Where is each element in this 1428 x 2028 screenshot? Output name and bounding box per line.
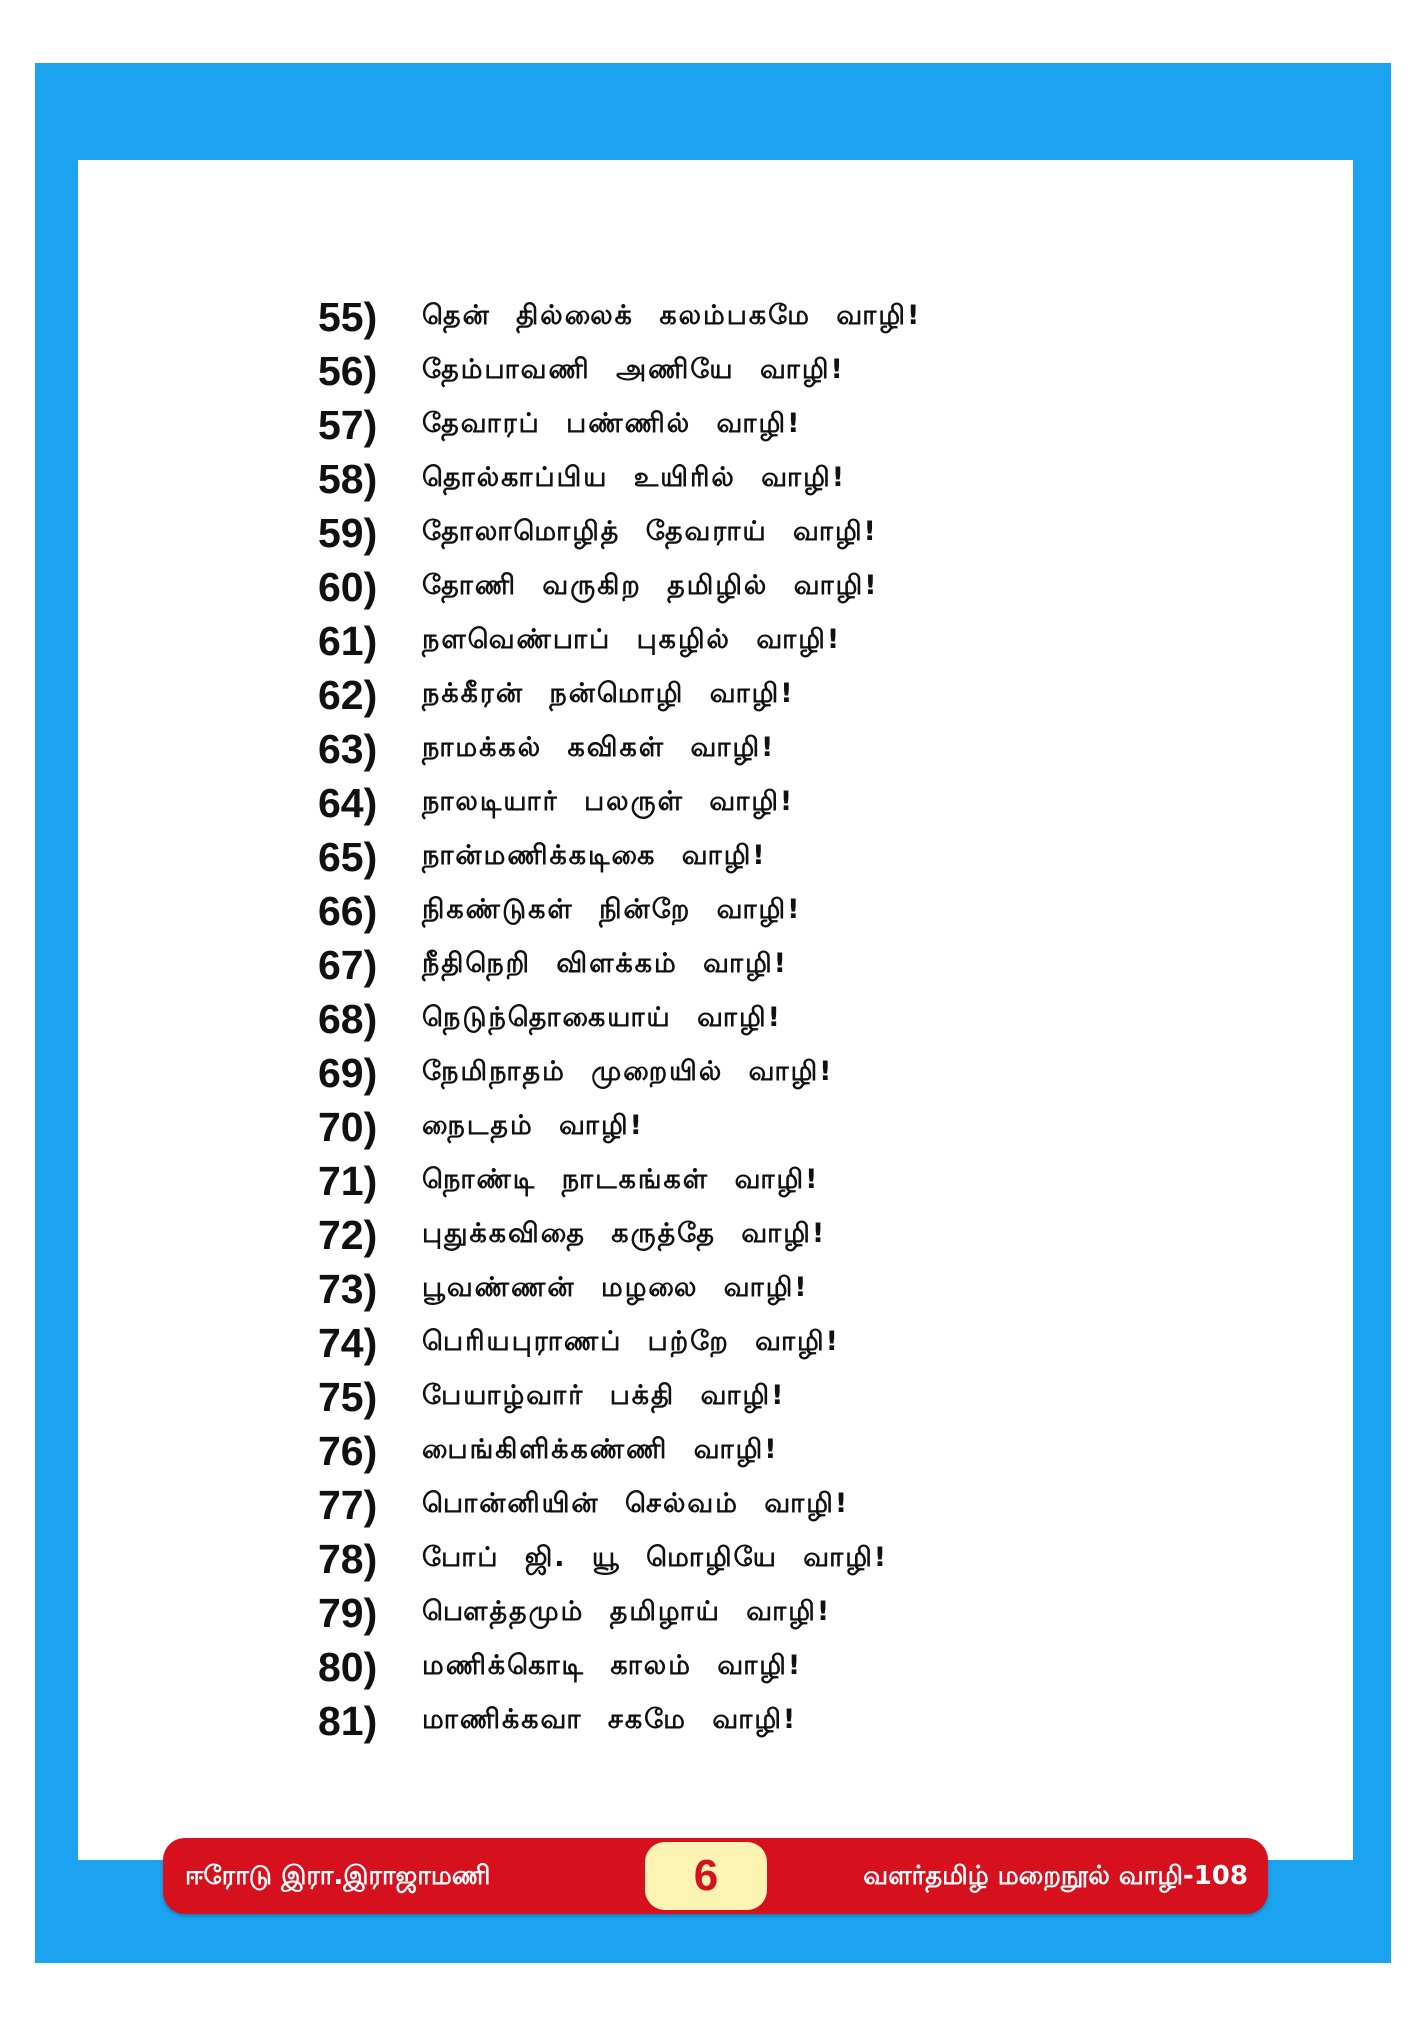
verse-text: பேயாழ்வார் பக்தி வாழி! bbox=[422, 1379, 786, 1411]
verse-text: புதுக்கவிதை கருத்தே வாழி! bbox=[422, 1217, 827, 1249]
verse-number: 60) bbox=[318, 563, 378, 610]
verse-text: மாணிக்கவா சகமே வாழி! bbox=[422, 1703, 798, 1735]
verse-line bbox=[318, 1424, 1218, 1478]
verse-number: 76) bbox=[318, 1427, 378, 1474]
verse-line bbox=[318, 452, 1218, 506]
verse-line bbox=[318, 668, 1218, 722]
verse-number: 77) bbox=[318, 1481, 378, 1528]
verse-number: 74) bbox=[318, 1319, 378, 1366]
verse-number: 65) bbox=[318, 833, 378, 880]
verse-text: நீதிநெறி விளக்கம் வாழி! bbox=[422, 947, 788, 979]
verse-line bbox=[318, 884, 1218, 938]
verse-text: நைடதம் வாழி! bbox=[422, 1109, 644, 1141]
verse-line bbox=[318, 830, 1218, 884]
verse-text: தேவாரப் பண்ணில் வாழி! bbox=[422, 407, 802, 439]
verse-text: தோலாமொழித் தேவராய் வாழி! bbox=[422, 515, 878, 547]
verse-text: நிகண்டுகள் நின்றே வாழி! bbox=[422, 893, 802, 925]
verse-text: பௌத்தமும் தமிழாய் வாழி! bbox=[422, 1595, 832, 1627]
verse-text: தொல்காப்பிய உயிரில் வாழி! bbox=[422, 461, 847, 493]
verse-number: 81) bbox=[318, 1697, 378, 1744]
verse-line bbox=[318, 344, 1218, 398]
verse-text: பெரியபுராணப் பற்றே வாழி! bbox=[422, 1325, 840, 1357]
verse-text: நாலடியார் பலருள் வாழி! bbox=[422, 785, 795, 817]
verse-text: தேம்பாவணி அணியே வாழி! bbox=[422, 353, 845, 385]
verse-number: 55) bbox=[318, 293, 378, 340]
verse-line bbox=[318, 1154, 1218, 1208]
verse-line bbox=[318, 722, 1218, 776]
verse-text: பூவண்ணன் மழலை வாழி! bbox=[422, 1271, 809, 1303]
verse-line bbox=[318, 1046, 1218, 1100]
verse-list bbox=[318, 290, 1218, 1748]
verse-line bbox=[318, 560, 1218, 614]
verse-text: தென் தில்லைக் கலம்பகமே வாழி! bbox=[422, 299, 922, 331]
footer-book-title: வளர்தமிழ் மறைநூல் வாழி-108 bbox=[863, 1861, 1248, 1891]
verse-text: மணிக்கொடி காலம் வாழி! bbox=[422, 1649, 803, 1681]
verse-text: நொண்டி நாடகங்கள் வாழி! bbox=[422, 1163, 820, 1195]
verse-line bbox=[318, 1478, 1218, 1532]
verse-text: போப் ஜி. யூ மொழியே வாழி! bbox=[422, 1541, 889, 1573]
verse-number: 71) bbox=[318, 1157, 378, 1204]
verse-number: 70) bbox=[318, 1103, 378, 1150]
verse-number: 69) bbox=[318, 1049, 378, 1096]
verse-number: 68) bbox=[318, 995, 378, 1042]
verse-line bbox=[318, 1586, 1218, 1640]
footer-bar bbox=[163, 1838, 1268, 1914]
verse-line bbox=[318, 776, 1218, 830]
verse-text: நேமிநாதம் முறையில் வாழி! bbox=[422, 1055, 834, 1087]
verse-line bbox=[318, 506, 1218, 560]
verse-line bbox=[318, 938, 1218, 992]
verse-line bbox=[318, 1694, 1218, 1748]
verse-line bbox=[318, 1370, 1218, 1424]
verse-line bbox=[318, 290, 1218, 344]
verse-number: 80) bbox=[318, 1643, 378, 1690]
verse-text: நெடுந்தொகையாய் வாழி! bbox=[422, 1001, 782, 1033]
footer-author: ஈரோடு இரா.இராஜாமணி bbox=[185, 1861, 491, 1891]
verse-line bbox=[318, 1316, 1218, 1370]
verse-text: தோணி வருகிற தமிழில் வாழி! bbox=[422, 569, 879, 601]
verse-line bbox=[318, 1532, 1218, 1586]
verse-number: 78) bbox=[318, 1535, 378, 1582]
verse-line bbox=[318, 992, 1218, 1046]
verse-line bbox=[318, 1640, 1218, 1694]
page-number-badge: 6 bbox=[645, 1842, 767, 1910]
verse-text: நான்மணிக்கடிகை வாழி! bbox=[422, 839, 767, 871]
verse-number: 64) bbox=[318, 779, 378, 826]
verse-line bbox=[318, 1100, 1218, 1154]
verse-text: பொன்னியின் செல்வம் வாழி! bbox=[422, 1487, 850, 1519]
verse-number: 61) bbox=[318, 617, 378, 664]
verse-text: நளவெண்பாப் புகழில் வாழி! bbox=[422, 623, 842, 655]
verse-line bbox=[318, 1262, 1218, 1316]
verse-number: 67) bbox=[318, 941, 378, 988]
verse-number: 72) bbox=[318, 1211, 378, 1258]
verse-number: 73) bbox=[318, 1265, 378, 1312]
verse-line bbox=[318, 1208, 1218, 1262]
verse-number: 63) bbox=[318, 725, 378, 772]
verse-number: 56) bbox=[318, 347, 378, 394]
verse-number: 79) bbox=[318, 1589, 378, 1636]
verse-line bbox=[318, 614, 1218, 668]
verse-number: 62) bbox=[318, 671, 378, 718]
verse-number: 75) bbox=[318, 1373, 378, 1420]
verse-number: 57) bbox=[318, 401, 378, 448]
verse-text: பைங்கிளிக்கண்ணி வாழி! bbox=[422, 1433, 779, 1465]
verse-text: நக்கீரன் நன்மொழி வாழி! bbox=[422, 677, 795, 709]
verse-number: 66) bbox=[318, 887, 378, 934]
verse-number: 59) bbox=[318, 509, 378, 556]
verse-line bbox=[318, 398, 1218, 452]
verse-number: 58) bbox=[318, 455, 378, 502]
verse-text: நாமக்கல் கவிகள் வாழி! bbox=[422, 731, 776, 763]
